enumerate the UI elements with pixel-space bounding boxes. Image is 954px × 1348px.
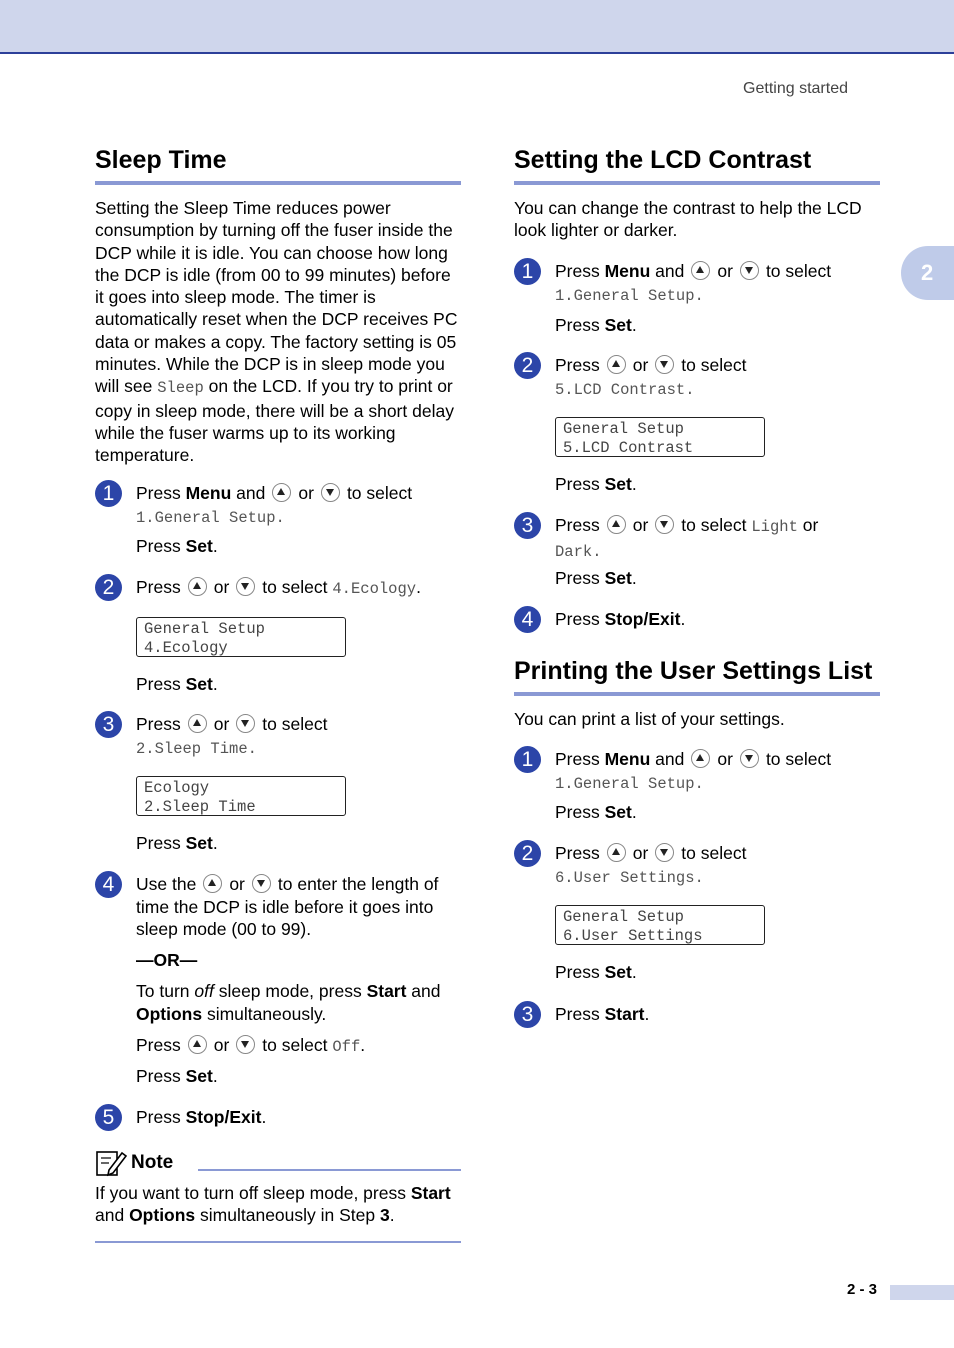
up-arrow-key-icon [691,749,710,768]
down-arrow-key-icon [740,749,759,768]
down-arrow-key-icon [252,874,271,893]
step-number: 3 [95,711,122,738]
lcd-display: Ecology 2.Sleep Time [136,776,346,816]
top-band [0,0,954,54]
note-text: If you want to turn off sleep mode, press Start and Options simultaneously in Step 3. [95,1183,451,1226]
lcd-display: General Setup 5.LCD Contrast [555,417,765,457]
step-number: 2 [514,840,541,867]
note-header [95,1148,461,1178]
step-number: 5 [95,1104,122,1131]
up-arrow-key-icon [691,261,710,280]
sleep-intro: Setting the Sleep Time reduces power consumption by turning off the fuser inside the DCP while it is idle. You can choose how long the DCP is idle (from 00 to 99 minutes) before it goes into sleep mode. The timer is automatically reset when the DCP receives PC data or makes a copy. The factory setting is 05 minutes. While the DCP is in sleep mode you will see Sleep on the LCD. If you try to print or copy in sleep mode, there will be a short delay while the fuser warms up to its working temperature. [95,198,458,466]
note-pencil-icon [95,1148,127,1178]
up-arrow-key-icon [188,577,207,596]
down-arrow-key-icon [655,515,674,534]
lcd-display: General Setup 4.Ecology [136,617,346,657]
user-settings-intro: You can print a list of your settings. [514,709,785,729]
lcd-contrast-heading: Setting the LCD Contrast [514,145,880,185]
lcd-contrast-intro: You can change the contrast to help the LCD look lighter or darker. [514,198,862,241]
up-arrow-key-icon [188,1035,207,1054]
step-number: 1 [95,480,122,507]
user-settings-heading: Printing the User Settings List [514,656,880,696]
up-arrow-key-icon [607,843,626,862]
up-arrow-key-icon [272,483,291,502]
up-arrow-key-icon [188,714,207,733]
step-number: 2 [95,574,122,601]
down-arrow-key-icon [655,355,674,374]
step-number: 4 [514,606,541,633]
up-arrow-key-icon [607,515,626,534]
chapter-tab: 2 [901,246,954,300]
lcd-display: General Setup 6.User Settings [555,905,765,945]
step-number: 1 [514,746,541,773]
down-arrow-key-icon [740,261,759,280]
down-arrow-key-icon [236,714,255,733]
page-number: 2 - 3 [847,1281,878,1298]
note-title: Note [131,1152,174,1173]
up-arrow-key-icon [607,355,626,374]
step-number: 1 [514,258,541,285]
down-arrow-key-icon [236,1035,255,1054]
step-number: 2 [514,352,541,379]
down-arrow-key-icon [655,843,674,862]
down-arrow-key-icon [236,577,255,596]
step-number: 4 [95,871,122,898]
footer-band [890,1285,954,1300]
down-arrow-key-icon [321,483,340,502]
sleep-time-heading: Sleep Time [95,145,461,185]
running-head: Getting started [743,80,848,97]
step-number: 3 [514,512,541,539]
up-arrow-key-icon [203,874,222,893]
step-number: 3 [514,1001,541,1028]
